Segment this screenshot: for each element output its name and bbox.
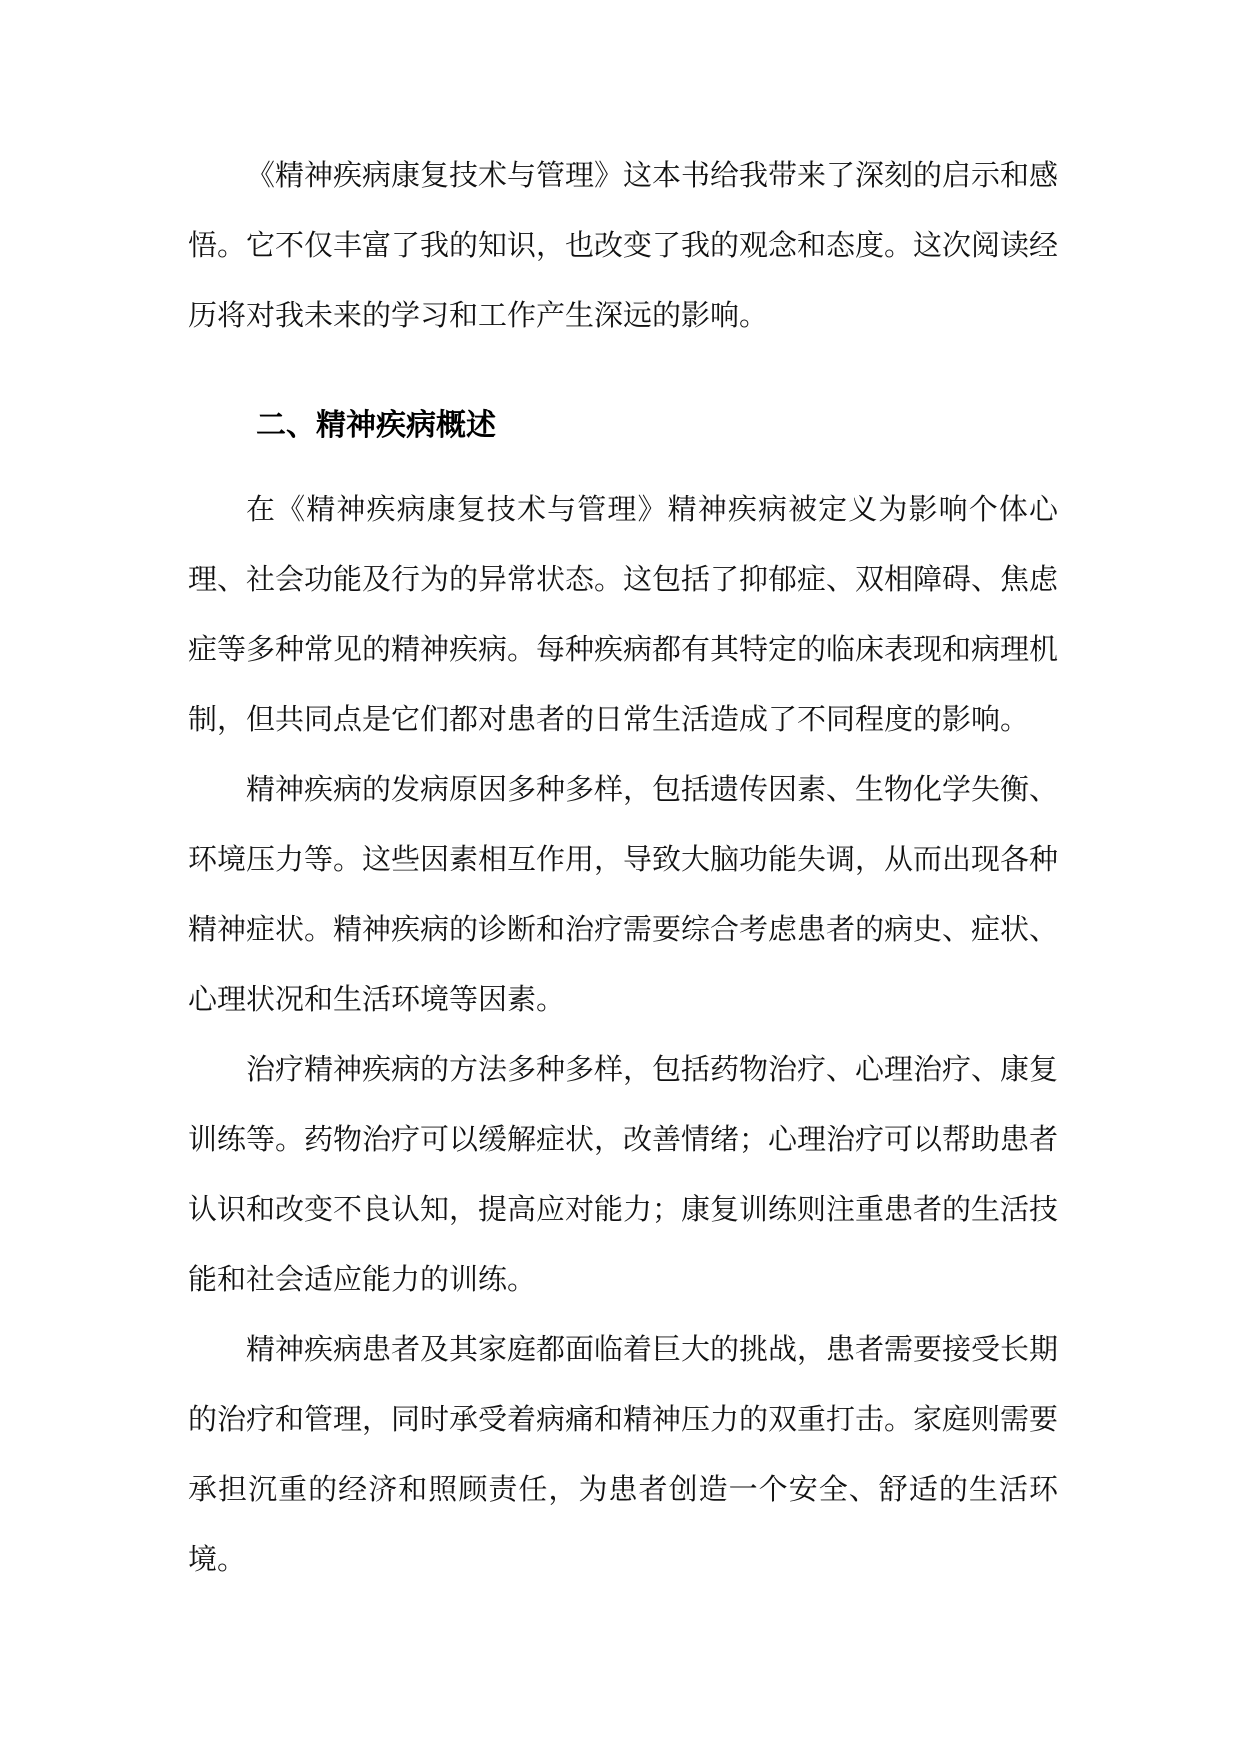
body-paragraph-3: 治疗精神疾病的方法多种多样，包括药物治疗、心理治疗、康复训练等。药物治疗可以缓解症状，改善情绪；心理治疗可以帮助患者认识和改变不良认知，提高应对能力；康复训练则注重患者的生活技能和社会适应能力的训练。 xyxy=(188,1052,1059,1296)
body-paragraph-1: 在《精神疾病康复技术与管理》精神疾病被定义为影响个体心理、社会功能及行为的异常状态。这包括了抑郁症、双相障碍、焦虑症等多种常见的精神疾病。每种疾病都有其特定的临床表现和病理机制，但共同点是它们都对患者的日常生活造成了不同程度的影响。 xyxy=(188,492,1059,736)
body-paragraph-2: 精神疾病的发病原因多种多样，包括遗传因素、生物化学失衡、环境压力等。这些因素相互作用，导致大脑功能失调，从而出现各种精神症状。精神疾病的诊断和治疗需要综合考虑患者的病史、症状、心理状况和生活环境等因素。 xyxy=(188,772,1059,1016)
section-heading: 二、精神疾病概述 xyxy=(256,408,496,443)
intro-paragraph: 《精神疾病康复技术与管理》这本书给我带来了深刻的启示和感悟。它不仅丰富了我的知识，也改变了我的观念和态度。这次阅读经历将对我未来的学习和工作产生深远的影响。 xyxy=(188,158,1059,332)
document-body xyxy=(188,140,1058,1594)
body-paragraph-4: 精神疾病患者及其家庭都面临着巨大的挑战，患者需要接受长期的治疗和管理，同时承受着病痛和精神压力的双重打击。家庭则需要承担沉重的经济和照顾责任，为患者创造一个安全、舒适的生活环境。 xyxy=(188,1332,1059,1576)
